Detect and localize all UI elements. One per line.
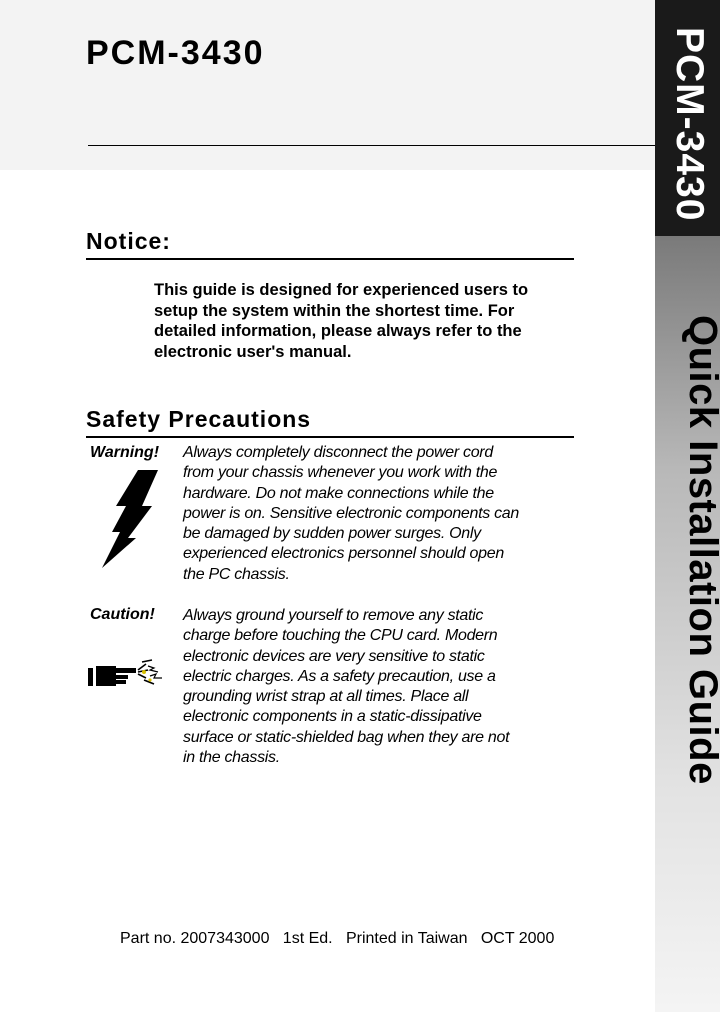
safety-heading: Safety Precautions [86, 406, 312, 432]
caution-text [183, 606, 583, 768]
caution-line: in the chassis. [183, 749, 280, 767]
notice-divider [86, 258, 574, 260]
sidebar-guide-title: Quick Installation Guide [681, 315, 725, 785]
page-title: PCM-3430 [86, 34, 265, 72]
static-discharge-hand-icon [88, 658, 164, 690]
sidebar-model-text: PCM-3430 [668, 27, 711, 222]
caution-line: surface or static-shielded bag when they are not [183, 728, 510, 746]
footer-part-info: Part no. 2007343000 1st Ed. Printed in Taiwan OCT 2000 [120, 930, 555, 947]
warning-line: power is on. Sensitive electronic components can [183, 504, 520, 522]
title-divider [88, 145, 688, 146]
caution-line: Always ground yourself to remove any static [183, 607, 484, 624]
notice-body [154, 280, 574, 362]
warning-label: Warning! [90, 444, 160, 461]
warning-line: from your chassis whenever you work with the [183, 464, 498, 482]
warning-line: be damaged by sudden power surges. Only [183, 525, 481, 543]
caution-line: charge before touching the CPU card. Modern [183, 627, 498, 645]
warning-line: experienced electronics personnel should open [183, 545, 504, 563]
notice-line: This guide is designed for experienced users to [154, 281, 529, 299]
warning-line: hardware. Do not make connections while the [183, 484, 494, 502]
warning-line: Always completely disconnect the power cord [183, 444, 493, 461]
notice-line: electronic user's manual. [154, 342, 352, 361]
caution-label: Caution! [90, 606, 155, 623]
caution-line: electronic components in a static-dissipative [183, 708, 482, 726]
notice-line: setup the system within the shortest time. For [154, 301, 515, 320]
safety-divider [86, 436, 574, 438]
notice-heading: Notice: [86, 228, 171, 254]
caution-line: electronic devices are very sensitive to static [183, 647, 485, 665]
caution-line: electric charges. As a safety precaution, use a [183, 667, 496, 685]
warning-line: the PC chassis. [183, 565, 290, 583]
lightning-bolt-icon [98, 470, 162, 570]
caution-line: grounding wrist strap at all times. Place all [183, 688, 469, 706]
warning-text [183, 443, 583, 585]
notice-line: detailed information, please always refer to the [154, 322, 522, 340]
